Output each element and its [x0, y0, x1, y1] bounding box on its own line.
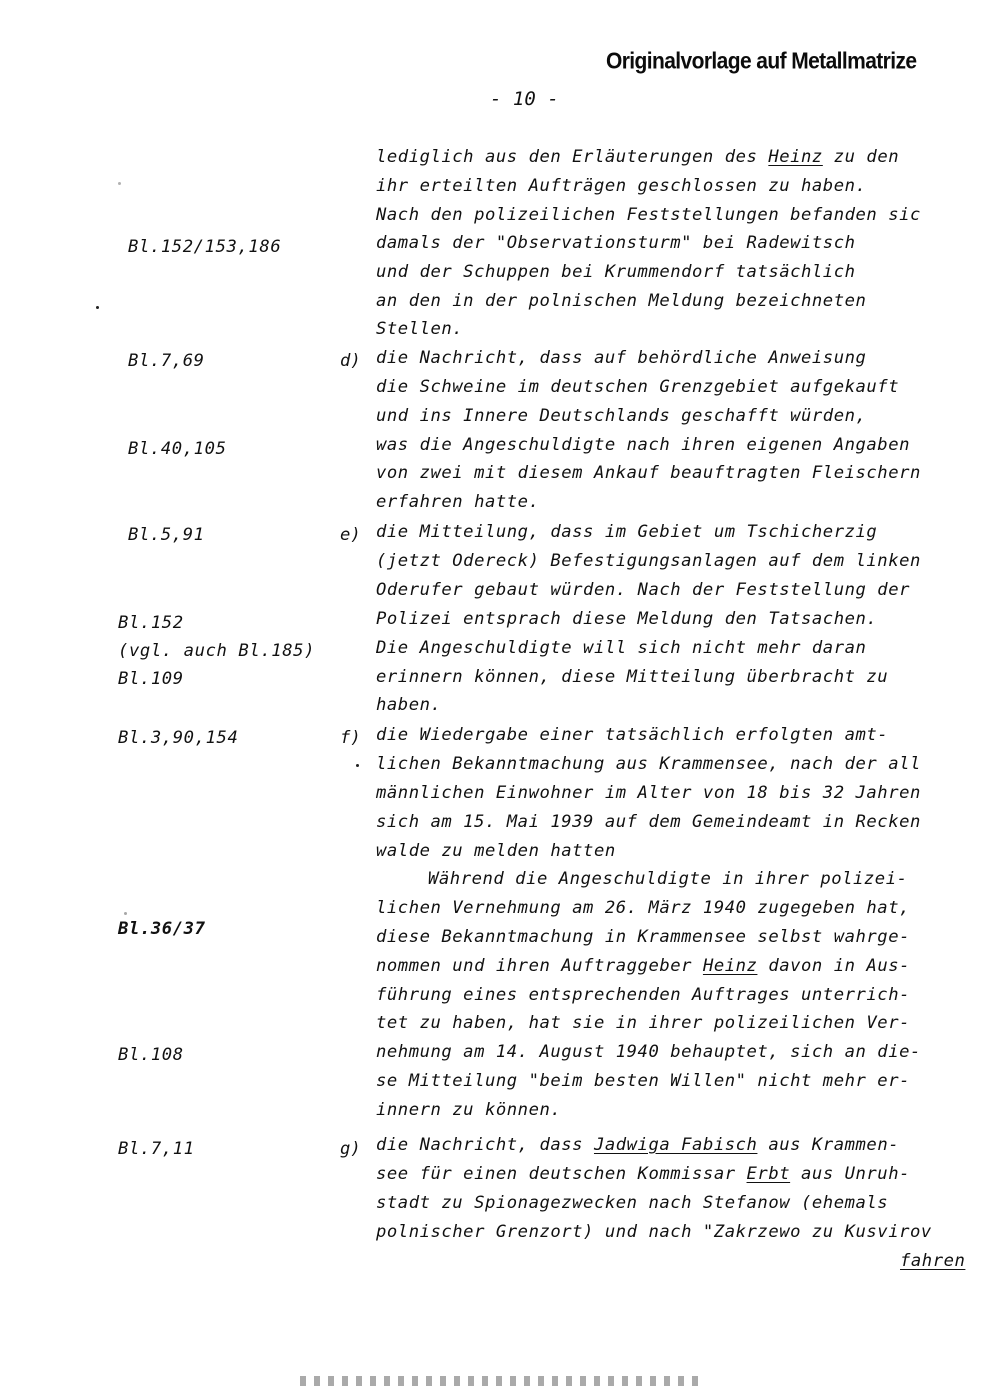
body-line: see für einen deutschen Kommissar Erbt aus Unruh- — [376, 1164, 911, 1184]
body-line: lichen Bekanntmachung aus Krammensee, nach der all — [376, 754, 921, 774]
body-line: tet zu haben, hat sie in ihrer polizeilichen Ver- — [376, 1013, 910, 1033]
body-line: die Mitteilung, dass im Gebiet um Tschicherzig — [376, 522, 878, 542]
body-line: Oderufer gebaut würden. Nach der Feststellung der — [376, 580, 910, 600]
body-line: innern zu können. — [376, 1100, 562, 1120]
margin-ref: Bl.3,90,154 — [118, 728, 239, 748]
margin-ref: Bl.152 — [118, 613, 184, 633]
scan-speck — [96, 306, 99, 309]
scan-speck — [118, 182, 121, 185]
body-line: führung eines entsprechenden Auftrages unterrich- — [376, 985, 910, 1005]
body-line: erinnern können, diese Mitteilung überbracht zu — [376, 667, 889, 687]
body-line: Polizei entsprach diese Meldung den Tatsachen. — [376, 609, 878, 629]
margin-ref: Bl.108 — [118, 1045, 184, 1065]
body-line: (jetzt Odereck) Befestigungsanlagen auf dem linken — [376, 551, 921, 571]
margin-ref: Bl.7,11 — [118, 1139, 195, 1159]
body-line: und ins Innere Deutschlands geschafft würden, — [376, 406, 867, 426]
body-line: an den in der polnischen Meldung bezeichneten — [376, 291, 867, 311]
body-line: polnischer Grenzort) und nach "Zakrzewo zu Kusvirov — [376, 1222, 932, 1242]
body-line: se Mitteilung "beim besten Willen" nicht mehr er- — [376, 1071, 910, 1091]
body-line: fahren — [900, 1251, 966, 1271]
body-line: nehmung am 14. August 1940 behauptet, sich an die- — [376, 1042, 921, 1062]
body-line: nommen und ihren Auftraggeber Heinz davon in Aus- — [376, 956, 911, 976]
body-line: die Schweine im deutschen Grenzgebiet aufgekauft — [376, 377, 900, 397]
body-line: die Nachricht, dass Jadwiga Fabisch aus Krammen- — [376, 1135, 900, 1155]
body-line: männlichen Einwohner im Alter von 18 bis 32 Jahren — [376, 783, 921, 803]
margin-ref: Bl.36/37 — [118, 919, 206, 939]
page-number: - 10 - — [490, 88, 559, 110]
body-line: damals der "Observationsturm" bei Radewitsch — [376, 233, 856, 253]
body-line: Stellen. — [376, 319, 464, 339]
margin-ref: Bl.5,91 — [128, 525, 205, 545]
name-heinz: Heinz — [702, 956, 758, 976]
body-line: erfahren hatte. — [376, 492, 540, 512]
body-line: Die Angeschuldigte will sich nicht mehr daran — [376, 638, 867, 658]
body-line: walde zu melden hatten — [376, 841, 616, 861]
name-erbt: Erbt — [746, 1164, 791, 1184]
item-letter: f) — [340, 728, 361, 748]
scan-edge-trace — [300, 1376, 700, 1386]
name-jadwiga-fabisch: Jadwiga Fabisch — [593, 1135, 758, 1155]
item-letter: e) — [340, 525, 361, 545]
body-line: ihr erteilten Aufträgen geschlossen zu haben. — [376, 176, 867, 196]
item-letter: d) — [340, 351, 361, 371]
scan-speck — [356, 764, 359, 767]
item-letter: g) — [340, 1139, 361, 1159]
body-line: stadt zu Spionagezwecken nach Stefanow (ehemals — [376, 1193, 889, 1213]
body-line: die Wiedergabe einer tatsächlich erfolgten amt- — [376, 725, 889, 745]
body-line: lichen Vernehmung am 26. März 1940 zugegeben hat, — [376, 898, 910, 918]
name-heinz: Heinz — [768, 147, 823, 167]
body-line: von zwei mit diesem Ankauf beauftragten Fleischern — [376, 463, 921, 483]
body-line: diese Bekanntmachung in Krammensee selbst wahrge- — [376, 927, 910, 947]
margin-ref: Bl.7,69 — [128, 351, 205, 371]
margin-ref: Bl.109 — [118, 669, 184, 689]
body-line: was die Angeschuldigte nach ihren eigenen Angaben — [376, 435, 910, 455]
body-line: Während die Angeschuldigte in ihrer polizei- — [428, 869, 908, 889]
scan-speck — [124, 912, 127, 915]
body-line: lediglich aus den Erläuterungen des Heinz zu den — [376, 147, 900, 167]
stamp-header: Originalvorlage auf Metallmatrize — [606, 49, 917, 74]
body-line: haben. — [376, 695, 442, 715]
body-line: sich am 15. Mai 1939 auf dem Gemeindeamt in Recken — [376, 812, 921, 832]
margin-ref: (vgl. auch Bl.185) — [118, 641, 316, 661]
body-line: und der Schuppen bei Krummendorf tatsächlich — [376, 262, 856, 282]
body-line: Nach den polizeilichen Feststellungen befanden sic — [376, 205, 921, 225]
margin-ref: Bl.152/153,186 — [128, 237, 282, 257]
body-line: die Nachricht, dass auf behördliche Anweisung — [376, 348, 867, 368]
margin-ref: Bl.40,105 — [128, 439, 227, 459]
